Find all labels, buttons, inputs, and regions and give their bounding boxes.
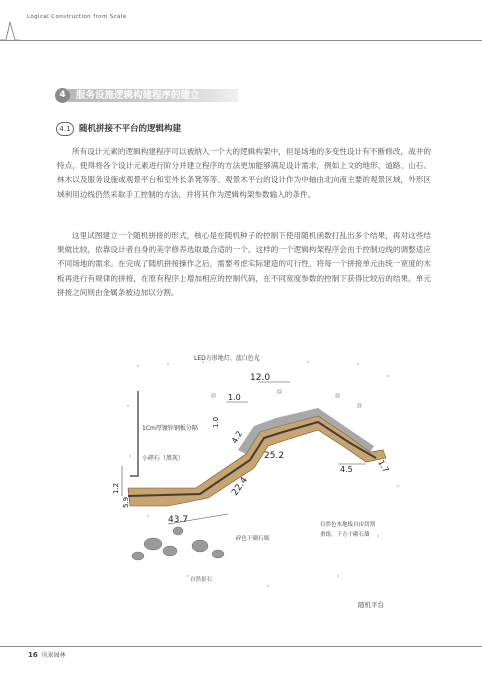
section-title: 服务设施逻辑构建程序的建立: [76, 90, 200, 101]
body-paragraph-1: 所有设计元素的逻辑构建程序可以被纳入一个大的逻辑构架中，但是场地的多变性设计有不断修改，战井的特点，使得将各个设计元素进行阶分并建立程序的方法更加能够满足设计需求，例如上文的地形、道路、山石、林木以及服务设施或观景平台和室外长条凳等等。观景木平台的设计作为中轴由北向南主要的观景区域，外形区域利用边线仍然采取手工控制的方法，并将其作为逻辑构架参数输入的条件。: [57, 147, 431, 199]
dim-224: 22.4: [230, 475, 250, 498]
dim-17: 1.7: [376, 458, 391, 475]
dim-10a: 1.0: [228, 393, 241, 402]
dim-10b: 1.0: [212, 416, 220, 428]
section-number: 4: [55, 88, 70, 103]
annotation-drystone: 碎色干砌石墙: [236, 536, 270, 542]
subsection-number: 4.1: [56, 122, 74, 136]
subsection-title: 随机拼接不平台的逻辑构建: [79, 124, 182, 134]
footer-rule: [0, 646, 482, 647]
dim-252: 25.2: [264, 451, 285, 461]
annotation-wood-top: 自然色木地板自由切割: [320, 522, 376, 528]
journal-name: 风景园林: [41, 652, 66, 659]
annotation-steel: 1Cm厚镀锌钢板分隔: [142, 425, 198, 432]
header-wave-icon: [0, 18, 26, 42]
edge-line: [130, 391, 138, 476]
annotation-wood-bottom: 重组，下方干砌石墙: [320, 532, 370, 538]
natural-rocks: [132, 527, 224, 560]
dim-59: 5.9: [122, 496, 130, 508]
header-rule: [0, 40, 482, 41]
dim-12: 12.0: [250, 373, 271, 383]
page-number: 16: [28, 651, 38, 659]
page-footer: [28, 650, 66, 659]
annotation-led: LED方形地灯、蓝白色光: [194, 355, 260, 362]
annotation-gravel: 小碎石（黑灰）: [142, 455, 185, 462]
figure-caption: 随机平台: [358, 601, 384, 609]
running-header: Logical Construction from Scale: [27, 14, 127, 20]
annotation-rock: 自然景石: [190, 577, 213, 583]
dim-437: 43.7: [168, 515, 189, 525]
platform-plan-figure: [108, 346, 408, 601]
dim-45: 4.5: [340, 465, 353, 474]
dim-12b: 1.2: [112, 482, 120, 494]
body-paragraph-2: 这里试图建立一个随机拼接的形式，核心是在随机种子的控制下使用随机函数打乱出多个结果，再对这些结果做比较，依靠设计者自身的美学修养选取最合适的一个。这样的一个逻辑构架程序会由于控制边线的调整适应不同场地的需求。在完成了随机拼接操作之后，需要考虑实际建造的可行性，将每一个拼接单元由统一宽度的木板再进行有规律的拼接，在原有程序上增加相应的控制代码，在不同宽度参数的控制下获得比较后的结果。单元拼接之间则由金属条被边加以分割。: [57, 231, 431, 297]
dim-42: 4.2: [229, 429, 245, 445]
